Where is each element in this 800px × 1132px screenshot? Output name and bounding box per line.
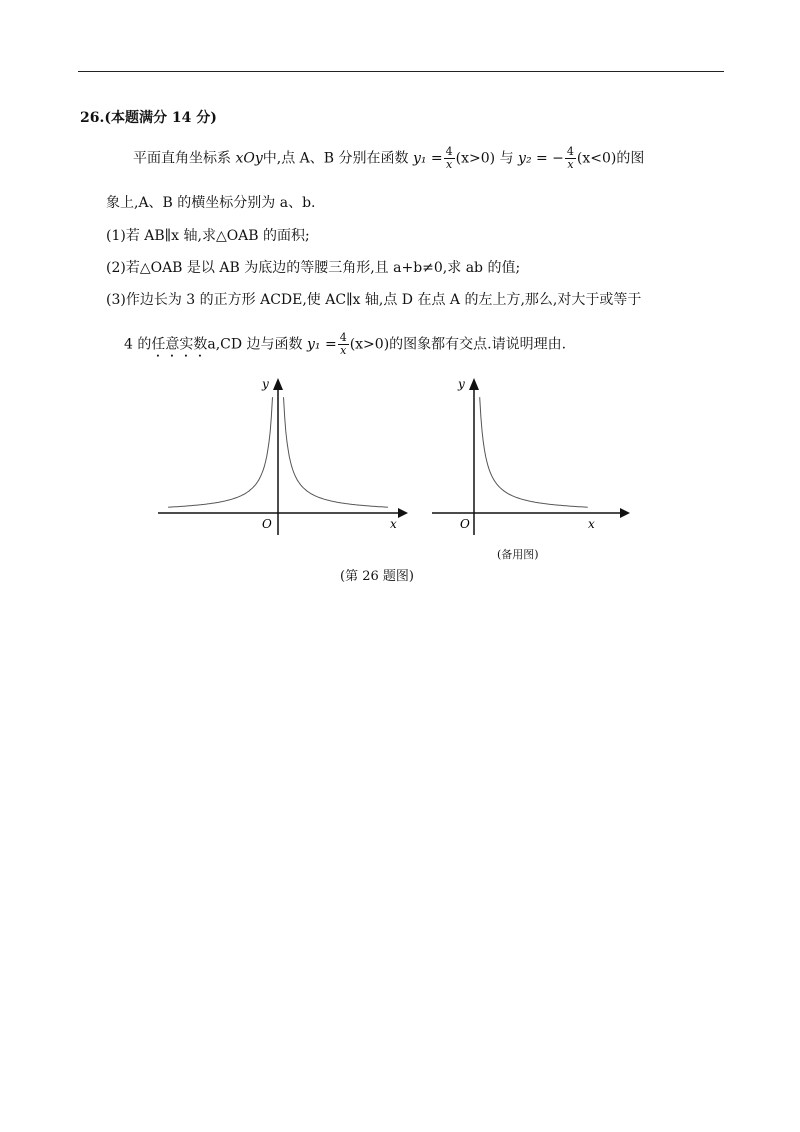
x-axis-arrow	[398, 508, 408, 518]
condition-negative: (x<0)	[576, 150, 617, 167]
q3-emphasis: 任意实数	[151, 336, 208, 353]
x-axis-label: x	[390, 517, 397, 531]
positive-branch-curve	[480, 397, 588, 507]
q3-text-b: a,CD 边与函数	[207, 336, 303, 353]
stem-line-1	[133, 146, 644, 171]
left-graph	[150, 370, 410, 540]
fraction-numerator-3: 4	[339, 331, 347, 344]
right-graph	[428, 370, 638, 540]
fraction-numerator: 4	[445, 145, 453, 158]
fraction-denominator-2: x	[567, 158, 574, 171]
y1-label-2: y₁ =	[307, 336, 337, 353]
y-axis-label: y	[458, 377, 465, 391]
stem-line1-end: 的图	[616, 150, 645, 167]
question-1: (1)若 AB∥x 轴,求△OAB 的面积;	[106, 228, 310, 244]
question-3-line-1: (3)作边长为 3 的正方形 ACDE,使 AC∥x 轴,点 D 在点 A 的左上方,那么,对大于或等于	[106, 292, 642, 308]
y-axis-arrow	[273, 378, 283, 390]
y-axis-arrow	[469, 378, 479, 390]
stem-text-a: 平面直角坐标系	[133, 150, 231, 167]
y-axis-label: y	[262, 377, 269, 391]
condition-positive-2: (x>0)	[349, 336, 390, 353]
q3-text-c: 的图象都有交点.请说明理由.	[389, 336, 567, 353]
x-axis-arrow	[620, 508, 630, 518]
y2-label: y₂ = −	[518, 150, 564, 167]
fraction-4-over-x	[444, 146, 455, 171]
top-rule	[78, 71, 724, 72]
backup-figure-caption: (备用图)	[497, 548, 539, 561]
positive-branch-curve	[284, 397, 388, 507]
fraction-4-over-x-2	[565, 146, 576, 171]
x-axis-label: x	[588, 517, 595, 531]
fraction-denominator-3: x	[340, 344, 347, 357]
q3-text-a: 4 的	[124, 336, 152, 353]
stem-coord-system: xOy	[235, 150, 263, 167]
figure-caption: (第 26 题图)	[340, 569, 414, 584]
condition-positive: (x>0)	[455, 150, 496, 167]
fraction-numerator-2: 4	[566, 145, 574, 158]
fraction-denominator: x	[446, 158, 453, 171]
question-2: (2)若△OAB 是以 AB 为底边的等腰三角形,且 a+b≠0,求 ab 的值;	[106, 260, 521, 276]
and-text: 与	[499, 150, 514, 167]
stem-text-c: 中,点 A、B 分别在函数	[262, 150, 409, 167]
origin-label: O	[460, 517, 470, 531]
negative-branch-curve	[168, 397, 272, 507]
stem-line-2: 象上,A、B 的横坐标分别为 a、b.	[106, 195, 316, 211]
fraction-4-over-x-3	[338, 332, 349, 357]
question-3-line-2	[124, 332, 566, 361]
origin-label: O	[262, 517, 272, 531]
problem-header: 26.(本题满分 14 分)	[80, 110, 217, 126]
y1-label: y₁ =	[412, 150, 443, 167]
